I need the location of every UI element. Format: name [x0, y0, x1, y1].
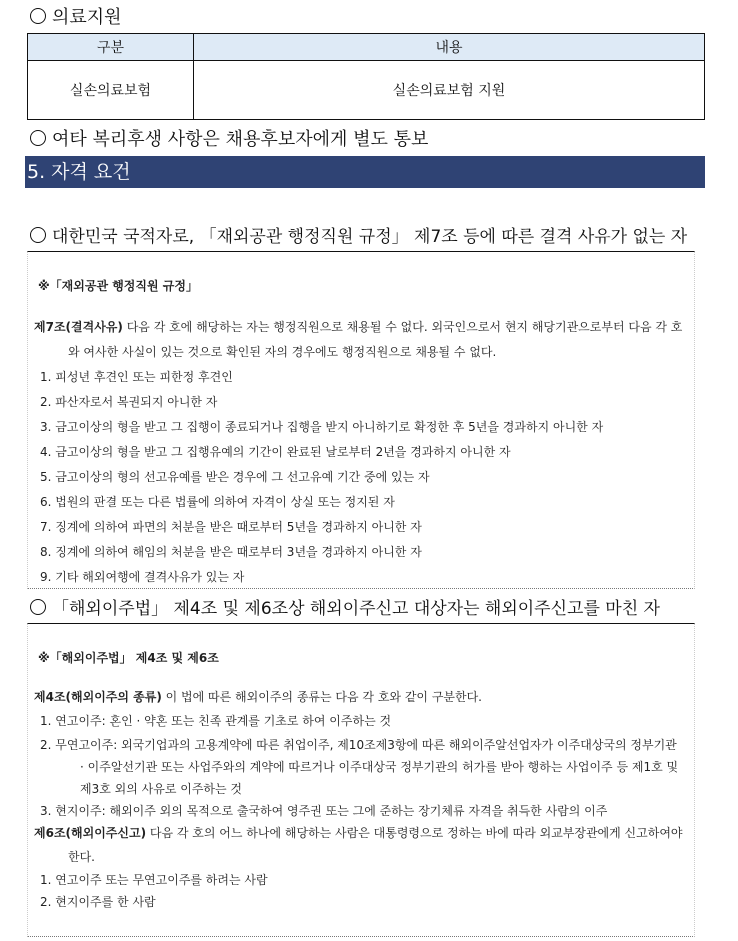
list-item: 7. 징계에 의하여 파면의 처분을 받은 때로부터 5년을 경과하지 아니한 자: [40, 520, 422, 534]
list-item: 1. 피성년 후견인 또는 피한정 후견인: [40, 370, 233, 384]
section-title: 5. 자격 요건: [25, 156, 705, 188]
article-label: 제4조(해외이주의 종류): [34, 690, 162, 704]
article-6: 제6조(해외이주신고) 다음 각 호의 어느 하나에 해당하는 사람은 대통령령으로 정하는 바에 따라 외교부장관에게 신고하여야: [34, 826, 683, 840]
article-4: 제4조(해외이주의 종류) 이 법에 따른 해외이주의 종류는 다음 각 호와 같이 구분한다.: [34, 690, 482, 704]
list-item-cont: 제3호 외의 사유로 이주하는 것: [80, 782, 242, 796]
circle-bullet-icon: [30, 8, 46, 24]
header-category: 구분: [28, 34, 194, 61]
circle-bullet-icon: [30, 227, 46, 243]
ref-title: ※「해외이주법」 제4조 및 제6조: [38, 651, 219, 665]
list-item: 6. 법원의 판결 또는 다른 법률에 의하여 자격이 상실 또는 정지된 자: [40, 495, 395, 509]
table-row: [28, 61, 705, 120]
requirement-1-box: [27, 251, 695, 589]
list-item: 8. 징계에 의하여 해임의 처분을 받은 때로부터 3년을 경과하지 아니한 자: [40, 545, 422, 559]
article-label: 제6조(해외이주신고): [34, 826, 147, 840]
list-item: 9. 기타 해외여행에 결격사유가 있는 자: [40, 570, 245, 584]
list-item: 1. 연고이주 또는 무연고이주를 하려는 사람: [40, 873, 268, 887]
article-7-cont: 와 여사한 사실이 있는 것으로 확인된 자의 경우에도 행정직원으로 채용될 수 없다.: [68, 345, 497, 359]
table-header-row: [28, 34, 705, 61]
list-item: 1. 연고이주: 혼인 · 약혼 또는 친족 관계를 기초로 하여 이주하는 것: [40, 714, 392, 728]
ref-title: ※「재외공관 행정직원 규정」: [38, 279, 198, 293]
requirement-2-heading: 「해외이주법」 제4조 및 제6조상 해외이주신고 대상자는 해외이주신고를 마친 자: [30, 598, 660, 620]
requirement-2-box: [27, 623, 695, 937]
list-item: 5. 금고이상의 형의 선고유예를 받은 경우에 그 선고유예 기간 중에 있는 자: [40, 470, 430, 484]
circle-bullet-icon: [30, 599, 46, 615]
list-item-cont: · 이주알선기관 또는 사업주와의 계약에 따르거나 이주대상국 정부기관의 허가를 받아 행하는 사업이주 등 제1호 및: [80, 760, 679, 774]
article-6-cont: 한다.: [68, 850, 95, 864]
article-7: 제7조(결격사유) 다음 각 호에 해당하는 자는 행정직원으로 채용될 수 없다. 외국인으로서 현지 해당기관으로부터 다음 각 호: [34, 320, 683, 334]
cell-category: 실손의료보험: [28, 61, 194, 120]
article-label: 제7조(결격사유): [34, 320, 123, 334]
list-item: 2. 파산자로서 복권되지 아니한 자: [40, 395, 218, 409]
list-item: 3. 금고이상의 형을 받고 그 집행이 종료되거나 집행을 받지 아니하기로 확정한 후 5년을 경과하지 아니한 자: [40, 420, 604, 434]
medical-heading: 의료지원: [30, 7, 122, 29]
list-item: 3. 현지이주: 해외이주 외의 목적으로 출국하여 영주권 또는 그에 준하는 장기체류 자격을 취득한 사람의 이주: [40, 804, 608, 818]
requirement-1-heading: 대한민국 국적자로, 「재외공관 행정직원 규정」 제7조 등에 따른 결격 사유가 없는 자: [30, 226, 687, 248]
circle-bullet-icon: [30, 130, 46, 146]
cell-content: 실손의료보험 지원: [194, 61, 705, 120]
medical-table: [27, 33, 705, 120]
list-item: 2. 무연고이주: 외국기업과의 고용계약에 따른 취업이주, 제10조제3항에 따른 해외이주알선업자가 이주대상국의 정부기관: [40, 738, 677, 752]
header-content: 내용: [194, 34, 705, 61]
list-item: 4. 금고이상의 형을 받고 그 집행유예의 기간이 완료된 날로부터 2년을 경과하지 아니한 자: [40, 445, 511, 459]
welfare-note: 여타 복리후생 사항은 채용후보자에게 별도 통보: [30, 129, 428, 151]
list-item: 2. 현지이주를 한 사람: [40, 895, 156, 909]
